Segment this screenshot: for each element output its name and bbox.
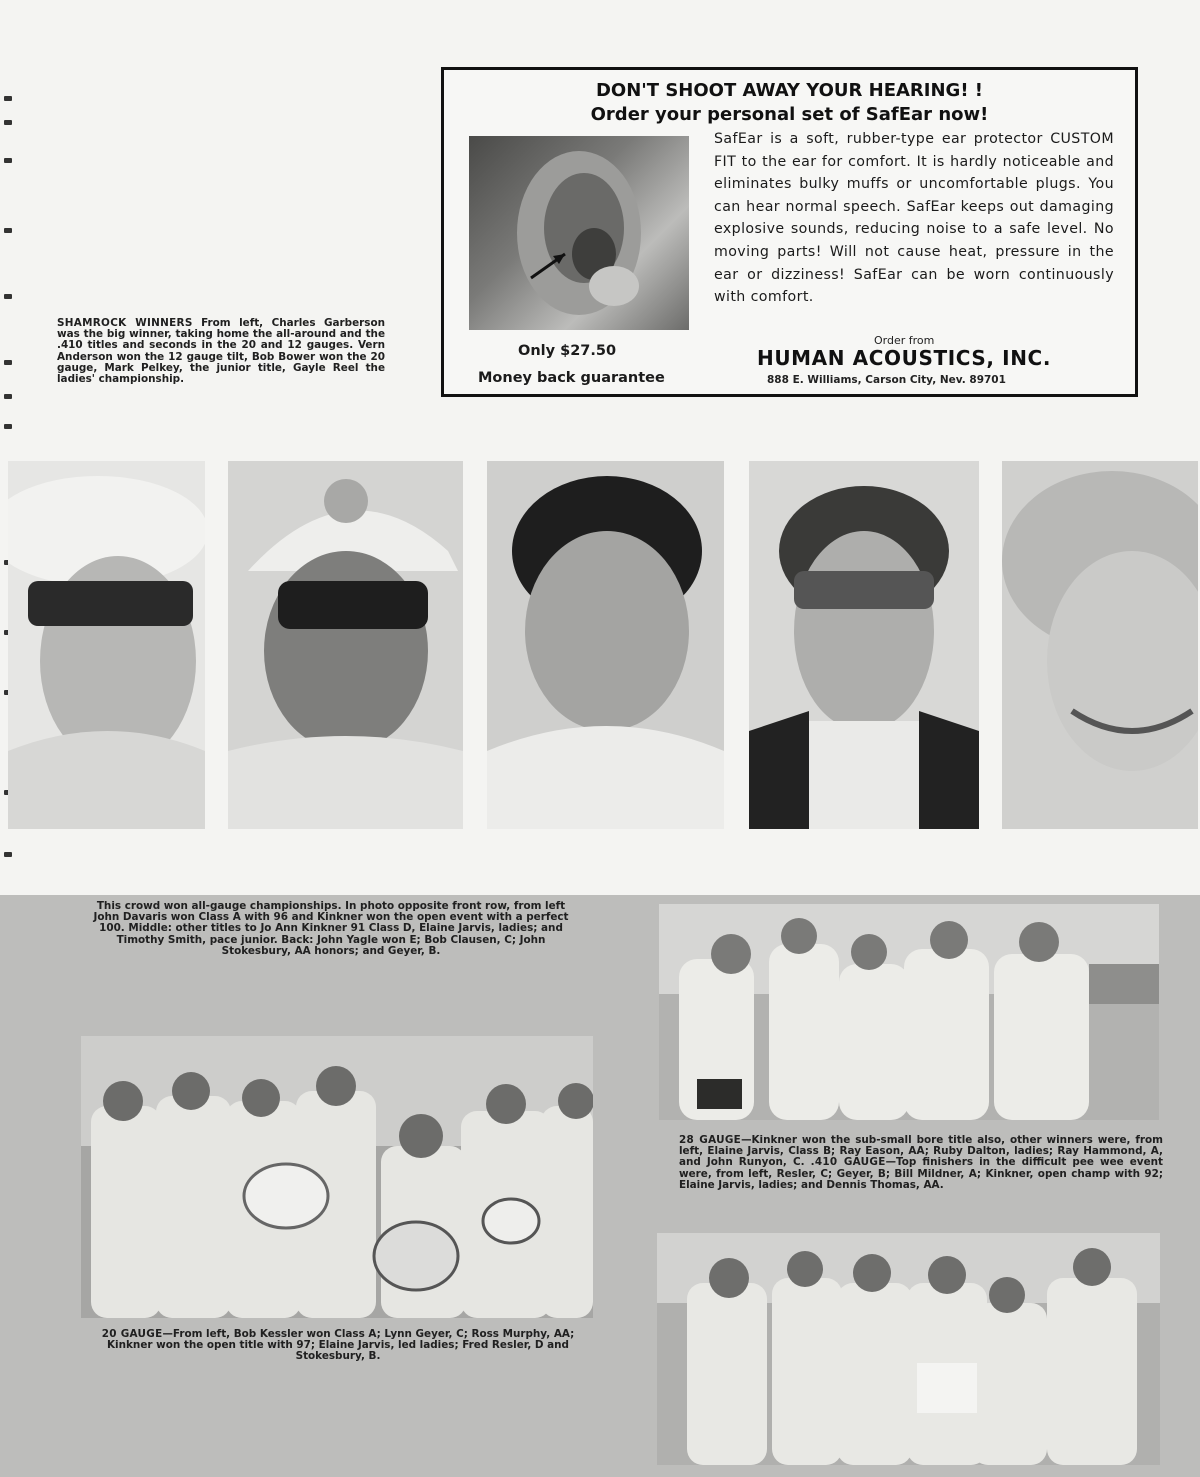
portrait-photo-1 — [8, 461, 205, 829]
group-photo-410-gauge — [657, 1233, 1160, 1465]
margin-mark — [4, 96, 12, 101]
ad-order-from: Order from — [874, 334, 935, 347]
gauge20-caption-text: —From left, Bob Kessler won Class A; Lynn Geyer, C; Ross Murphy, AA; Kinkner won the open title with 97; Elaine Jarvis, led ladies; Fred Resler, D and Stokesbury, B. — [107, 1328, 575, 1363]
margin-mark — [4, 394, 12, 399]
crowd-caption — [87, 901, 575, 957]
margin-mark — [4, 852, 12, 857]
margin-mark — [4, 158, 12, 163]
portrait-photo-2 — [228, 461, 463, 829]
ad-price: Only $27.50 — [518, 343, 617, 359]
gauge28-caption-lead: 28 GAUGE — [679, 1134, 742, 1146]
margin-mark — [4, 294, 12, 299]
gauge20-caption — [98, 1329, 578, 1363]
ad-body-text: SafEar is a soft, rubber-type ear protector CUSTOM FIT to the ear for comfort. It is hardly noticeable and eliminates bulky muffs or uncomfortable plugs. You can hear normal speech. SafEar keeps out damaging explosive sounds, reducing noise to a safe level. No moving parts! Will not cause heat, pressure in the ear or dizziness! SafEar can be worn continuously with comfort. — [714, 131, 1114, 306]
gauge410-caption-lead: .410 GAUGE — [810, 1156, 886, 1169]
ad-subheadline: Order your personal set of SafEar now! — [590, 104, 989, 125]
gauge20-caption-lead: 20 GAUGE — [101, 1328, 163, 1340]
gauge28-caption — [679, 1135, 1163, 1191]
ad-company-name: HUMAN ACOUSTICS, INC. — [757, 346, 1052, 370]
safear-advertisement — [441, 67, 1138, 397]
portrait-photo-3 — [487, 461, 724, 829]
shamrock-caption-lead: SHAMROCK WINNERS — [57, 317, 193, 329]
ear-photo — [469, 136, 689, 330]
shamrock-caption-text: From left, Charles Garberson was the big winner, taking home the all-around and the .410 titles and seconds in the 20 and 12 gauges. Vern Anderson won the 12 gauge tilt, Bob Bower won the 20 gauge, Mark Pelkey, the junior title, Gayle Reel the ladies' championship. — [57, 317, 385, 386]
gauge28-caption-text: —Kinkner won the sub-small bore title also, other winners were, from left, Elaine Jarvis, Class B; Ray Eason, AA; Ruby Dalton, ladies; Ray Hammond, A, and John Runyon, C. — [679, 1134, 1163, 1169]
group-photo-28-gauge — [659, 904, 1159, 1120]
margin-mark — [4, 120, 12, 125]
margin-mark — [4, 360, 12, 365]
portrait-photo-4 — [749, 461, 979, 829]
gauge410-caption-text: —Top finishers in the difficult pee wee event were, from left, Resler, C; Geyer, B; Bill Mildner, A; Kinkner, open champ with 92; Elaine Jarvis, ladies; and Dennis Thomas, AA. — [679, 1156, 1163, 1191]
ad-guarantee: Money back guarantee — [478, 370, 665, 386]
ad-address: 888 E. Williams, Carson City, Nev. 89701 — [767, 374, 1006, 386]
crowd-caption-text: This crowd won all-gauge championships. In photo opposite front row, from left John Davaris won Class A with 96 and Kinkner won the open event with a perfect 100. Middle: other titles to Jo Ann Kinkner 91 Class D, Elaine Jarvis, ladies; and Timothy Smith, pace junior. Back: John Yagle won E; Bob Clausen, C; John Stokesbury, AA honors; and Geyer, B. — [93, 900, 569, 957]
ad-headline: DON'T SHOOT AWAY YOUR HEARING! ! — [595, 80, 984, 101]
margin-mark — [4, 424, 12, 429]
group-photo-20-gauge — [81, 1036, 593, 1318]
shamrock-caption — [57, 318, 385, 385]
margin-mark — [4, 228, 12, 233]
portrait-photo-5 — [1002, 461, 1198, 829]
